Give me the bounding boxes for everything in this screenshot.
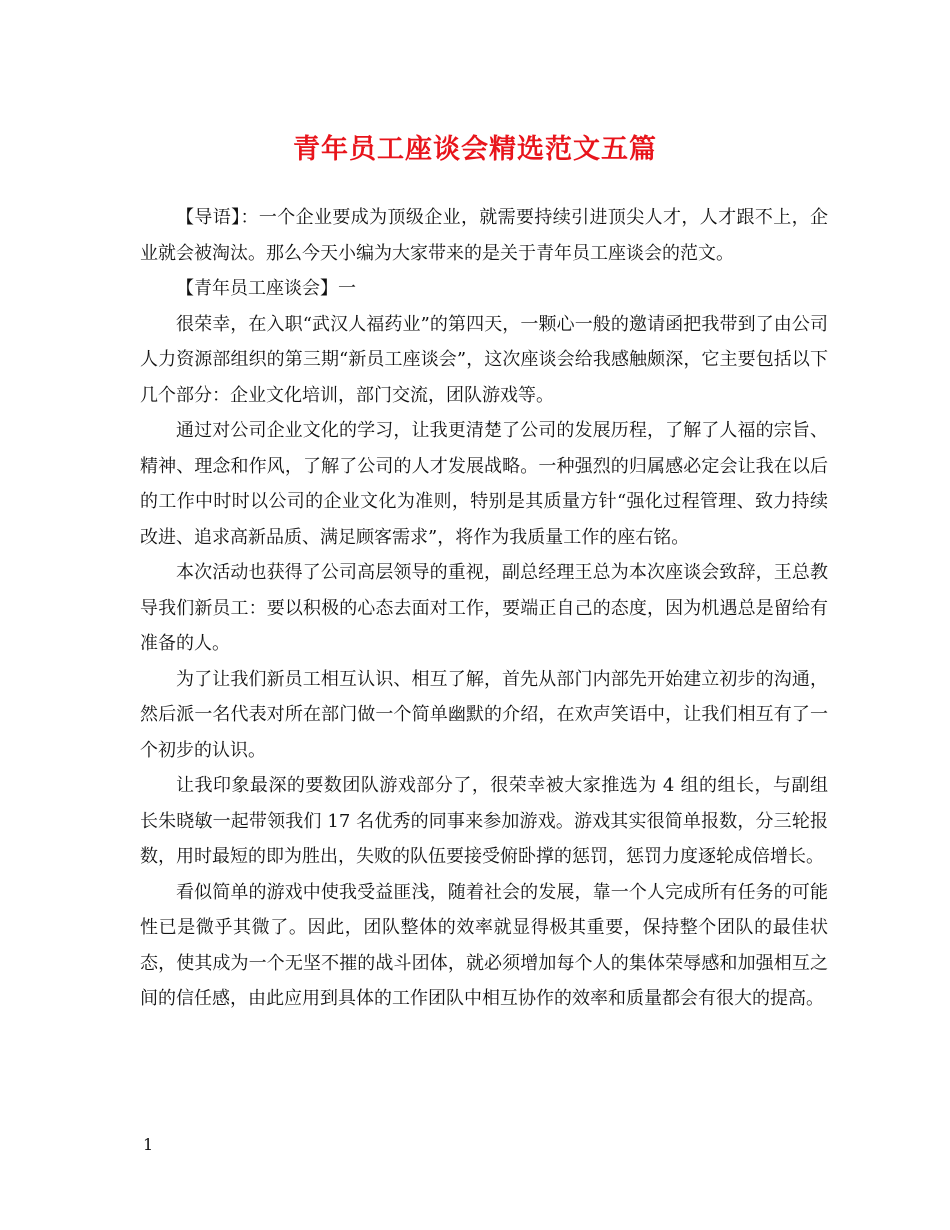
paragraph: 很荣幸，在入职“武汉人福药业”的第四天，一颗心一般的邀请函把我带到了由公司人力资源部组织的第三期“新员工座谈会”，这次座谈会给我感触颇深，它主要包括以下几个部分：企业文化培训，部门交流，团队游戏等。 xyxy=(140,313,828,406)
section-heading: 【青年员工座谈会】一 xyxy=(176,278,356,299)
document-body xyxy=(140,200,828,1017)
paragraph: 为了让我们新员工相互认识、相互了解，首先从部门内部先开始建立初步的沟通，然后派一名代表对所在部门做一个简单幽默的介绍，在欢声笑语中，让我们相互有了一个初步的认识。 xyxy=(140,668,828,761)
paragraph: 本次活动也获得了公司高层领导的重视，副总经理王总为本次座谈会致辞，王总教导我们新员工：要以积极的心态去面对工作，要端正自己的态度，因为机遇总是留给有准备的人。 xyxy=(140,562,828,654)
paragraph-intro: 【导语】：一个企业要成为顶级企业，就需要持续引进顶尖人才，人才跟不上，企业就会被淘汰。那么今天小编为大家带来的是关于青年员工座谈会的范文。 xyxy=(140,207,828,264)
paragraph: 让我印象最深的要数团队游戏部分了，很荣幸被大家推选为 4 组的组长，与副组长朱晓敏一起带领我们 17 名优秀的同事来参加游戏。游戏其实很简单报数，分三轮报数，用时最短的即为胜出，失败的队伍要接受俯卧撑的惩罚，惩罚力度逐轮成倍增长。 xyxy=(140,775,828,867)
paragraph: 通过对公司企业文化的学习，让我更清楚了公司的发展历程，了解了人福的宗旨、精神、理念和作风，了解了公司的人才发展战略。一种强烈的归属感必定会让我在以后的工作中时时以公司的企业文化为准则，特别是其质量方针“强化过程管理、致力持续改进、追求高新品质、满足顾客需求”，将作为我质量工作的座右铭。 xyxy=(140,420,828,548)
page-number: 1 xyxy=(143,1135,154,1154)
paragraph: 看似简单的游戏中使我受益匪浅，随着社会的发展，靠一个人完成所有任务的可能性已是微乎其微了。因此，团队整体的效率就显得极其重要，保持整个团队的最佳状态，使其成为一个无坚不摧的战斗团体，就必须增加每个人的集体荣辱感和加强相互之间的信任感，由此应用到具体的工作团队中相互协作的效率和质量都会有很大的提高。 xyxy=(140,881,828,1009)
document-title: 青年员工座谈会精选范文五篇 xyxy=(293,134,657,165)
